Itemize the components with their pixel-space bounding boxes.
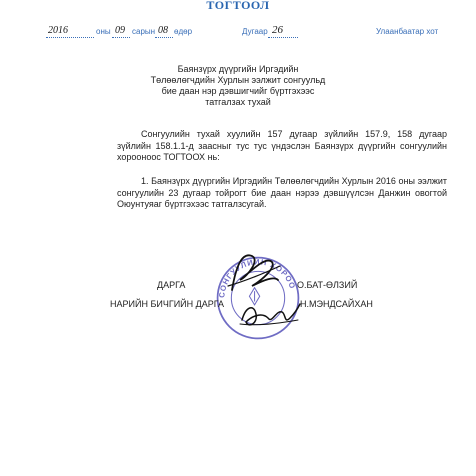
day-underline [155,37,173,38]
year-underline [46,37,94,38]
subject-line: Төлөөлөгчдийн Хурлын ээлжит сонгуульд [150,75,326,85]
year-suffix: оны [96,27,111,36]
subject-line: бие даан нэр дэвшигчийг бүртгэхээс [161,86,315,96]
chair-name: О.БАТ-ӨЛЗИЙ [297,280,358,290]
document-number: 26 [272,24,283,36]
secretary-signature [236,298,304,332]
secretary-title: НАРИЙН БИЧГИЙН ДАРГА [110,299,225,309]
month-underline [112,37,130,38]
day-suffix: өдөр [174,27,193,36]
date-month: 09 [115,25,125,36]
chair-title: ДАРГА [157,280,186,290]
date-day: 08 [158,25,168,36]
date-line [0,26,476,40]
subject-line: Баянзүрх дүүргийн Иргэдийн [177,64,299,74]
number-label: Дугаар [242,27,268,36]
number-underline [268,37,298,38]
chair-signature [222,246,284,298]
date-year: 2016 [48,25,68,36]
subject-block [110,64,366,108]
month-suffix: сарын [132,27,156,36]
legal-basis-paragraph: Сонгуулийн тухай хуулийн 157 дугаар зүйлийн 157.9, 158 дугаар зүйлийн 158.1.1-д заасныг тус тус үндэслэн Баянзүрх дүүргийн сонгуулийн хорооноос ТОГТООХ нь: [117,129,447,162]
subject-line: татгалзах тухай [205,97,271,107]
place-name: Улаанбаатар хот [376,27,439,36]
resolution-clause: 1. Баянзүрх дүүргийн Иргэдийн Төлөөлөгчдийн Хурлын 2016 оны ээлжит сонгуулийн 23 дугаар тойрогт бие даан нэрээ дэвшүүлсэн Данжин овогтой Оюунтуяаг бүртгэхээс татгалзсугай. [117,176,447,209]
seal-text: СОНГУУЛИЙН ХОРОО [217,257,298,299]
document-title: ТОГТООЛ [206,0,270,12]
secretary-name: Н.МЭНДСАЙХАН [300,299,373,309]
